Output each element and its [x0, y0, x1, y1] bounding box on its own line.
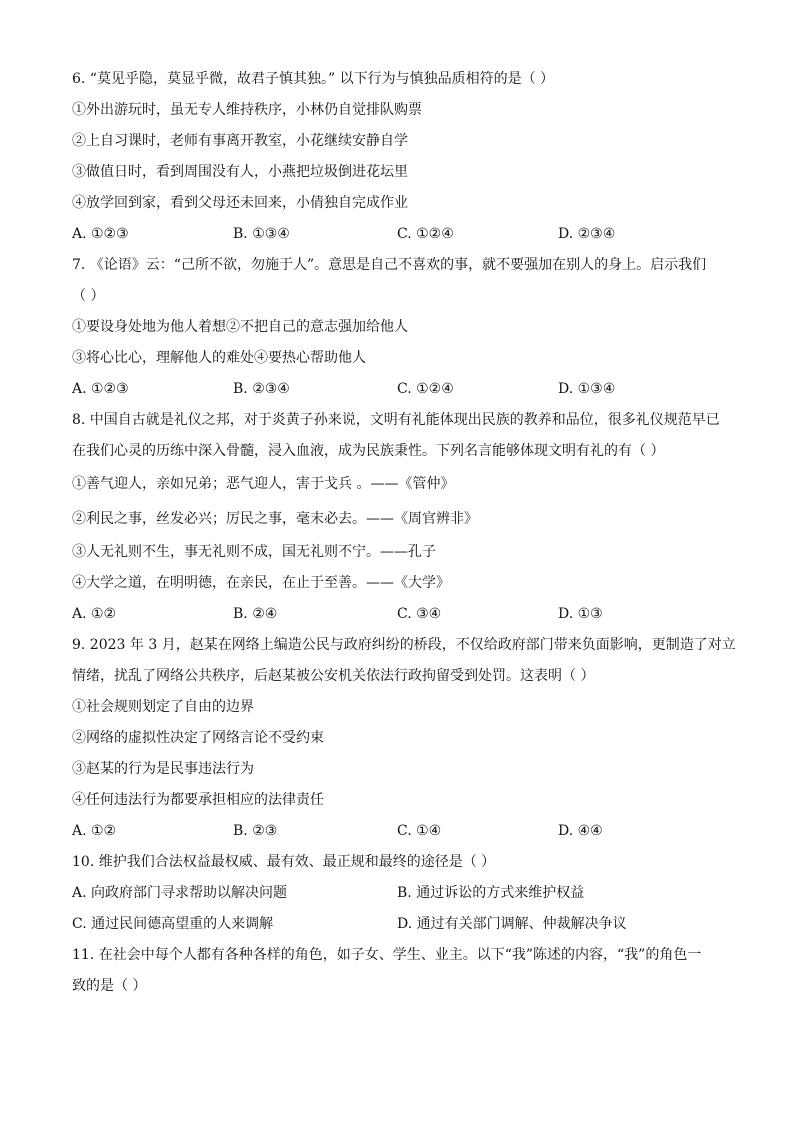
q10-option-a: A. 向政府部门寻求帮助以解决问题 — [72, 885, 288, 901]
q11-stem-line2: 致的是（ ） — [72, 978, 147, 994]
q10-options-row2 — [72, 909, 722, 940]
q9-item-3: ③赵某的行为是民事违法行为 — [72, 761, 254, 777]
q9-options — [72, 816, 722, 847]
q9-option-c: C. ①④ — [397, 823, 442, 839]
q7-item-1: ①要设身处地为他人着想②不把自己的意志强加给他人 — [72, 319, 408, 335]
q10-options-row1 — [72, 878, 722, 909]
q8-item-4: ④大学之道，在明明德，在亲民，在止于至善。——《大学》 — [72, 575, 450, 591]
q8-options — [72, 599, 722, 630]
q8-stem-line1: 8. 中国自古就是礼仪之邦，对于炎黄子孙来说，文明有礼能体现出民族的教养和品位，很多礼仪规范早已 — [72, 412, 720, 428]
q7-option-a: A. ①②③ — [72, 381, 129, 397]
q7-item-2: ③将心比心，理解他人的难处④要热心帮助他人 — [72, 350, 366, 366]
q6-option-b: B. ①③④ — [233, 226, 290, 242]
q6-options — [72, 219, 722, 250]
q9-item-4: ④任何违法行为都要承担相应的法律责任 — [72, 792, 324, 808]
q7-options — [72, 374, 722, 405]
q8-item-1: ①善气迎人，亲如兄弟；恶气迎人，害于戈兵 。——《管仲》 — [72, 476, 455, 492]
q8-stem-line2: 在我们心灵的历练中深入骨髓，浸入血液，成为民族秉性。下列名言能够体现文明有礼的有（ ） — [72, 443, 665, 459]
q7-stem-line2: （ ） — [72, 288, 105, 304]
q6-item-1: ①外出游玩时，虽无专人维持秩序，小林仍自觉排队购票 — [72, 102, 422, 118]
q9-option-b: B. ②③ — [233, 823, 278, 839]
q6-option-a: A. ①②③ — [72, 226, 129, 242]
q8-item-3: ③人无礼则不生，事无礼则不成，国无礼则不宁。——孔子 — [72, 544, 436, 560]
q8-option-c: C. ③④ — [397, 606, 442, 622]
q7-option-d: D. ①③④ — [558, 381, 616, 397]
q9-stem-line2: 情绪，扰乱了网络公共秩序，后赵某被公安机关依法行政拘留受到处罚。这表明（ ） — [72, 668, 595, 684]
q10-option-b: B. 通过诉讼的方式来维护权益 — [397, 885, 585, 901]
q10-option-c: C. 通过民间德高望重的人来调解 — [72, 916, 274, 932]
q6-item-2: ②上自习课时，老师有事离开教室，小花继续安静自学 — [72, 133, 408, 149]
q8-option-a: A. ①② — [72, 606, 117, 622]
exam-page — [72, 64, 736, 1002]
q9-stem-line1: 9. 2023 年 3 月，赵某在网络上编造公民与政府纠纷的桥段，不仅给政府部门带来负面影响，更制造了对立 — [72, 637, 736, 653]
q8-item-2: ②利民之事，丝发必兴；厉民之事，毫末必去。——《周官辨非》 — [72, 511, 478, 527]
q8-option-b: B. ②④ — [233, 606, 278, 622]
q7-stem-line1: 7. 《论语》云：“己所不欲，勿施于人”。意思是自己不喜欢的事，就不要强加在别人的身上。启示我们 — [72, 257, 707, 273]
q9-option-a: A. ①② — [72, 823, 117, 839]
q8-option-d: D. ①③ — [558, 606, 603, 622]
q9-option-d: D. ④④ — [558, 823, 603, 839]
q7-option-b: B. ②③④ — [233, 381, 290, 397]
q6-item-3: ③做值日时，看到周围没有人，小燕把垃圾倒进花坛里 — [72, 164, 408, 180]
q10-option-d: D. 通过有关部门调解、仲裁解决争议 — [397, 916, 627, 932]
q6-option-c: C. ①②④ — [397, 226, 454, 242]
q9-item-1: ①社会规则划定了自由的边界 — [72, 699, 254, 715]
q6-option-d: D. ②③④ — [558, 226, 616, 242]
q6-item-4: ④放学回到家，看到父母还未回来，小倩独自完成作业 — [72, 195, 408, 211]
q11-stem-line1: 11. 在社会中每个人都有各种各样的角色，如子女、学生、业主。以下“我”陈述的内容，“我”的角色一 — [72, 947, 702, 963]
q6-stem: 6. “莫见乎隐，莫显乎微，故君子慎其独。” 以下行为与慎独品质相符的是（ ） — [72, 71, 555, 87]
q10-stem: 10. 维护我们合法权益最权威、最有效、最正规和最终的途径是（ ） — [72, 854, 496, 870]
q9-item-2: ②网络的虚拟性决定了网络言论不受约束 — [72, 730, 324, 746]
q7-option-c: C. ①②④ — [397, 381, 454, 397]
